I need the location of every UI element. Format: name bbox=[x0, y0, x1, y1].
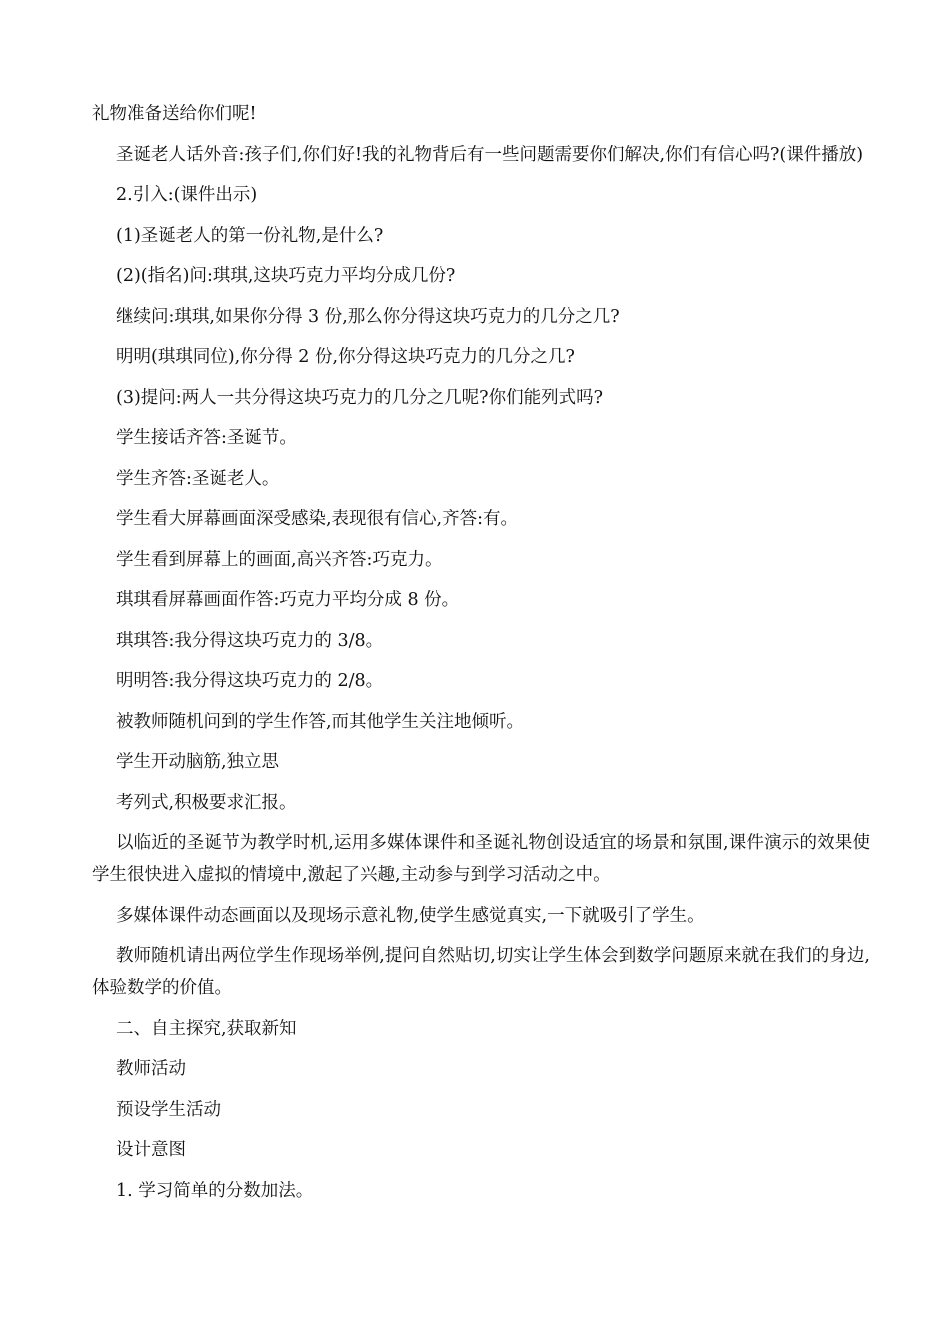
paragraph-qiqi-eight-parts: 琪琪看屏幕画面作答:巧克力平均分成 8 份。 bbox=[116, 590, 460, 610]
paragraph-follow-up-qiqi: 继续问:琪琪,如果你分得 3 份,那么你分得这块巧克力的几分之几? bbox=[116, 306, 620, 327]
paragraph-mingming-answer: 明明答:我分得这块巧克力的 2/8。 bbox=[116, 671, 384, 691]
paragraph-student-answer-christmas: 学生接话齐答:圣诞节。 bbox=[116, 428, 297, 448]
paragraph-student-confidence: 学生看大屏幕画面深受感染,表现很有信心,齐答:有。 bbox=[116, 509, 519, 529]
paragraph-design-intent-scene: 以临近的圣诞节为教学时机,运用多媒体课件和圣诞礼物创设适宜的场景和氛围,课件演示的效果使学生很快进入虚拟的情境中,激起了兴趣,主动参与到学习活动之中。 bbox=[92, 833, 870, 885]
paragraph-mingming-question: 明明(琪琪同位),你分得 2 份,你分得这块巧克力的几分之几? bbox=[116, 347, 575, 367]
section-heading-self-exploration: 二、自主探究,获取新知 bbox=[116, 1018, 297, 1039]
paragraph-student-chocolate: 学生看到屏幕上的画面,高兴齐答:巧克力。 bbox=[116, 549, 443, 570]
paragraph-fraction-addition: 1. 学习简单的分数加法。 bbox=[116, 1180, 314, 1201]
paragraph-question-2: (2)(指名)问:琪琪,这块巧克力平均分成几份? bbox=[116, 266, 456, 286]
paragraph-qiqi-answer: 琪琪答:我分得这块巧克力的 3/8。 bbox=[116, 630, 384, 651]
paragraph-question-3: (3)提问:两人一共分得这块巧克力的几分之几呢?你们能列式吗? bbox=[116, 387, 603, 408]
label-design-intent: 设计意图 bbox=[116, 1140, 186, 1160]
paragraph-introduction: 2.引入:(课件出示) bbox=[116, 185, 258, 205]
paragraph-design-intent-examples: 教师随机请出两位学生作现场举例,提问自然贴切,切实让学生体会到数学问题原来就在我们的身边,体验数学的价值。 bbox=[92, 946, 870, 998]
paragraph-students-listening: 被教师随机问到的学生作答,而其他学生关注地倾听。 bbox=[116, 711, 525, 732]
document-body bbox=[92, 98, 870, 1215]
paragraph-question-1: (1)圣诞老人的第一份礼物,是什么? bbox=[116, 225, 384, 246]
label-teacher-activity: 教师活动 bbox=[116, 1059, 186, 1079]
paragraph-santa-voiceover: 圣诞老人话外音:孩子们,你们好!我的礼物背后有一些问题需要你们解决,你们有信心吗?(课件播放) bbox=[116, 144, 864, 165]
paragraph-gift-ending: 礼物准备送给你们呢! bbox=[92, 104, 257, 124]
label-student-activity: 预设学生活动 bbox=[116, 1099, 221, 1120]
paragraph-student-answer-santa: 学生齐答:圣诞老人。 bbox=[116, 468, 280, 489]
paragraph-students-thinking: 学生开动脑筋,独立思 bbox=[116, 752, 280, 772]
paragraph-design-intent-multimedia: 多媒体课件动态画面以及现场示意礼物,使学生感觉真实,一下就吸引了学生。 bbox=[116, 905, 705, 926]
paragraph-students-report: 考列式,积极要求汇报。 bbox=[116, 792, 297, 813]
